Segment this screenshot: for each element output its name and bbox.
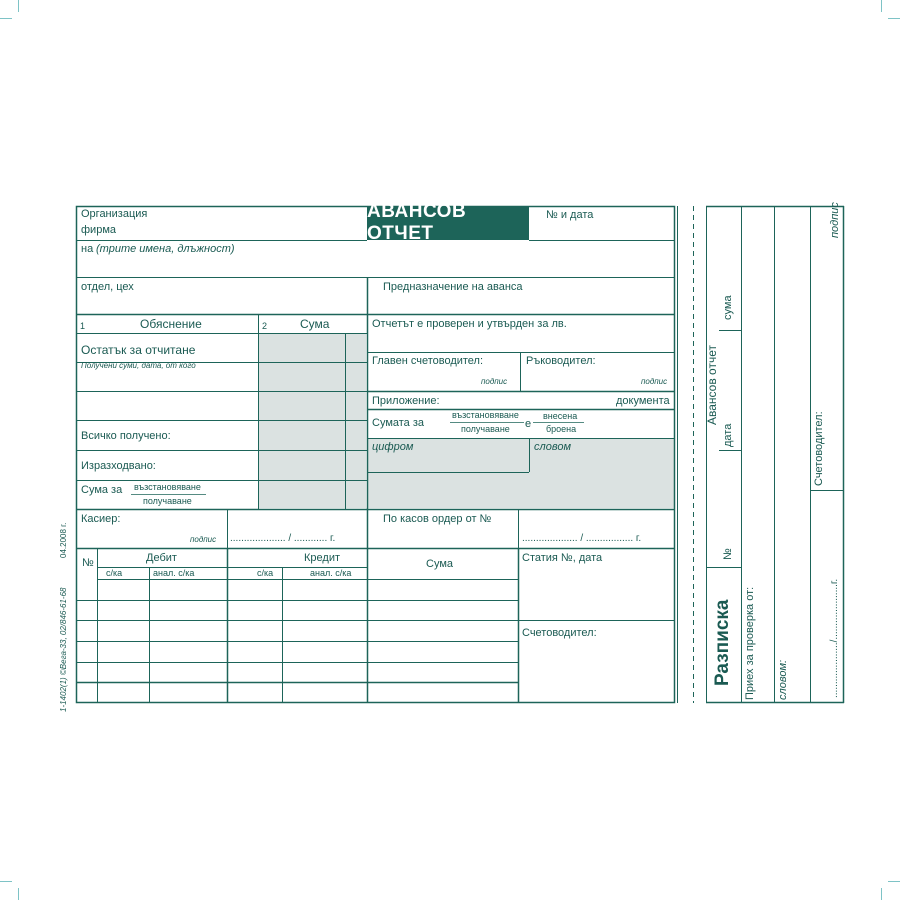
manager-signature-label: подпис (641, 377, 668, 386)
cashier-date-dots: .................... / ............ г. (230, 533, 336, 544)
purpose-label: Предназначение на аванса (383, 281, 523, 293)
the-amount-for-label: Сумата за (372, 417, 425, 429)
article-label: Статия №, дата (522, 552, 603, 564)
side-print-code: 1-1402(1) ©Вега-33, 02/846-61-68 (59, 587, 68, 712)
credit-sk-header: с/ка (257, 568, 274, 578)
number-date-label: № и дата (546, 209, 594, 221)
sum-header: Сума (426, 558, 454, 570)
firm-label: фирма (81, 224, 116, 236)
chief-signature-label: подпис (481, 377, 508, 386)
document-label: документа (616, 395, 670, 407)
attachment-label: Приложение: (372, 395, 440, 407)
to-label: на (81, 243, 94, 255)
receipt-sum-label: сума (722, 295, 734, 320)
receipt-num-label: № (722, 548, 734, 560)
amount-for-label: Сума за (81, 484, 123, 496)
manager-label: Ръководител: (526, 355, 596, 367)
received-hint: Получени суми, дата, от кого (81, 361, 196, 370)
receipt-date-label: дата (722, 423, 734, 447)
cashier-label: Касиер: (81, 513, 121, 525)
spent-label: Изразходвано: (81, 460, 156, 472)
receipt-signature-label: подпис (829, 202, 841, 238)
deposited-label: внесена (543, 411, 578, 421)
table-num-header: № (82, 557, 94, 569)
col2-num: 2 (262, 321, 268, 331)
paid-label: броена (546, 424, 577, 434)
words-label: словом (534, 441, 571, 453)
cashier-signature-label: подпис (190, 535, 217, 544)
receipt-received-from-label: Приех за проверка от: (744, 586, 756, 700)
cash-order-date-dots: .................... / ................. г. (522, 533, 642, 544)
cash-order-label: По касов ордер от № (383, 513, 492, 525)
restore-label: възстановяване (134, 482, 201, 492)
col1-label: Обяснение (140, 317, 202, 331)
report-checked-label: Отчетът е проверен и утвърден за лв. (372, 318, 567, 330)
credit-header: Кредит (304, 552, 341, 564)
debit-header: Дебит (146, 552, 177, 564)
form-title: АВАНСОВ ОТЧЕТ (367, 206, 529, 240)
receive-label-2: получаване (461, 424, 510, 434)
side-print-date: 04.2008 г. (59, 522, 68, 558)
org-label: Организация (81, 208, 148, 220)
remainder-label: Остатък за отчитане (81, 343, 196, 357)
debit-anal-header: анал. с/ка (153, 568, 195, 578)
receipt-date-dots: ..................../....................г. (829, 578, 840, 698)
col2-label: Сума (300, 317, 330, 331)
receipt-accountant-label: Счетоводител: (813, 411, 825, 486)
col1-num: 1 (80, 321, 86, 331)
credit-anal-header: анал. с/ка (310, 568, 352, 578)
to-hint: (трите имена, длъжност) (96, 243, 235, 255)
e-label: е (525, 418, 532, 430)
restore-label-2: възстановяване (452, 410, 519, 420)
receipt-title: Разписка (712, 599, 733, 686)
chief-accountant-label: Главен счетоводител: (372, 355, 484, 367)
dept-label: отдел, цех (81, 281, 134, 293)
receipt-words-label: словом: (777, 659, 789, 700)
receipt-advance-report-label: Авансов отчет (705, 345, 719, 425)
receive-label: получаване (143, 496, 192, 506)
digits-label: цифром (372, 441, 414, 453)
accountant-label: Счетоводител: (522, 627, 597, 639)
total-received-label: Всичко получено: (81, 430, 171, 442)
debit-sk-header: с/ка (106, 568, 123, 578)
